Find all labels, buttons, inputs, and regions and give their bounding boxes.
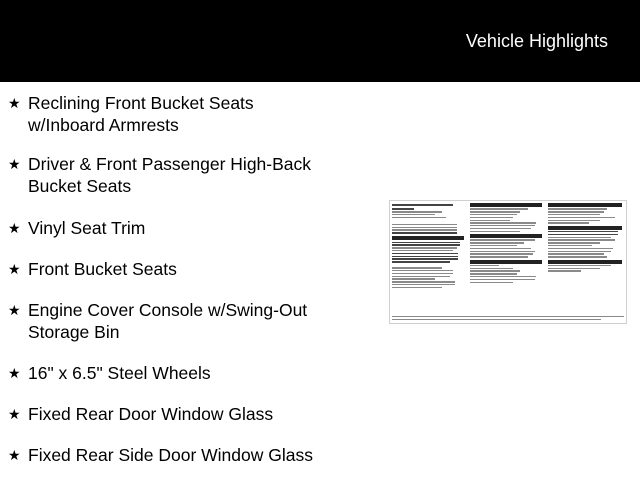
list-item-line1: Driver & Front Passenger High-Back [28,154,312,174]
list-item-line1: Vinyl Seat Trim [28,218,146,238]
list-item [8,217,348,239]
list-item [8,362,348,384]
list-item [8,403,348,425]
star-icon: ★ [8,302,21,318]
list-item [8,92,348,136]
star-icon: ★ [8,220,21,236]
sticker-column-left [392,203,464,290]
list-item-line1: Engine Cover Console w/Swing-Out [28,300,308,320]
sticker-column-middle [470,203,542,284]
sticker-footer [392,315,624,321]
list-item-line1: 16" x 6.5" Steel Wheels [28,363,211,383]
star-icon: ★ [8,156,21,172]
list-item [8,153,348,197]
header-bar [0,0,640,82]
list-item-line1: Fixed Rear Side Door Window Glass [28,445,313,465]
list-item-line1: Fixed Rear Door Window Glass [28,404,274,424]
list-item-line2: Storage Bin [28,322,120,342]
star-icon: ★ [8,95,21,111]
list-item-line1: Reclining Front Bucket Seats [28,93,254,113]
star-icon: ★ [8,365,21,381]
window-sticker-thumbnail [389,200,627,324]
list-item-line2: w/Inboard Armrests [28,115,179,135]
star-icon: ★ [8,261,21,277]
star-icon: ★ [8,447,21,463]
list-item-line1: Front Bucket Seats [28,259,177,279]
list-item [8,299,348,343]
list-item [8,258,348,280]
page-title: Vehicle Highlights [465,31,608,51]
sticker-column-right [548,203,622,273]
list-item [8,444,348,466]
list-item-line2: Bucket Seats [28,176,132,196]
star-icon: ★ [8,406,21,422]
